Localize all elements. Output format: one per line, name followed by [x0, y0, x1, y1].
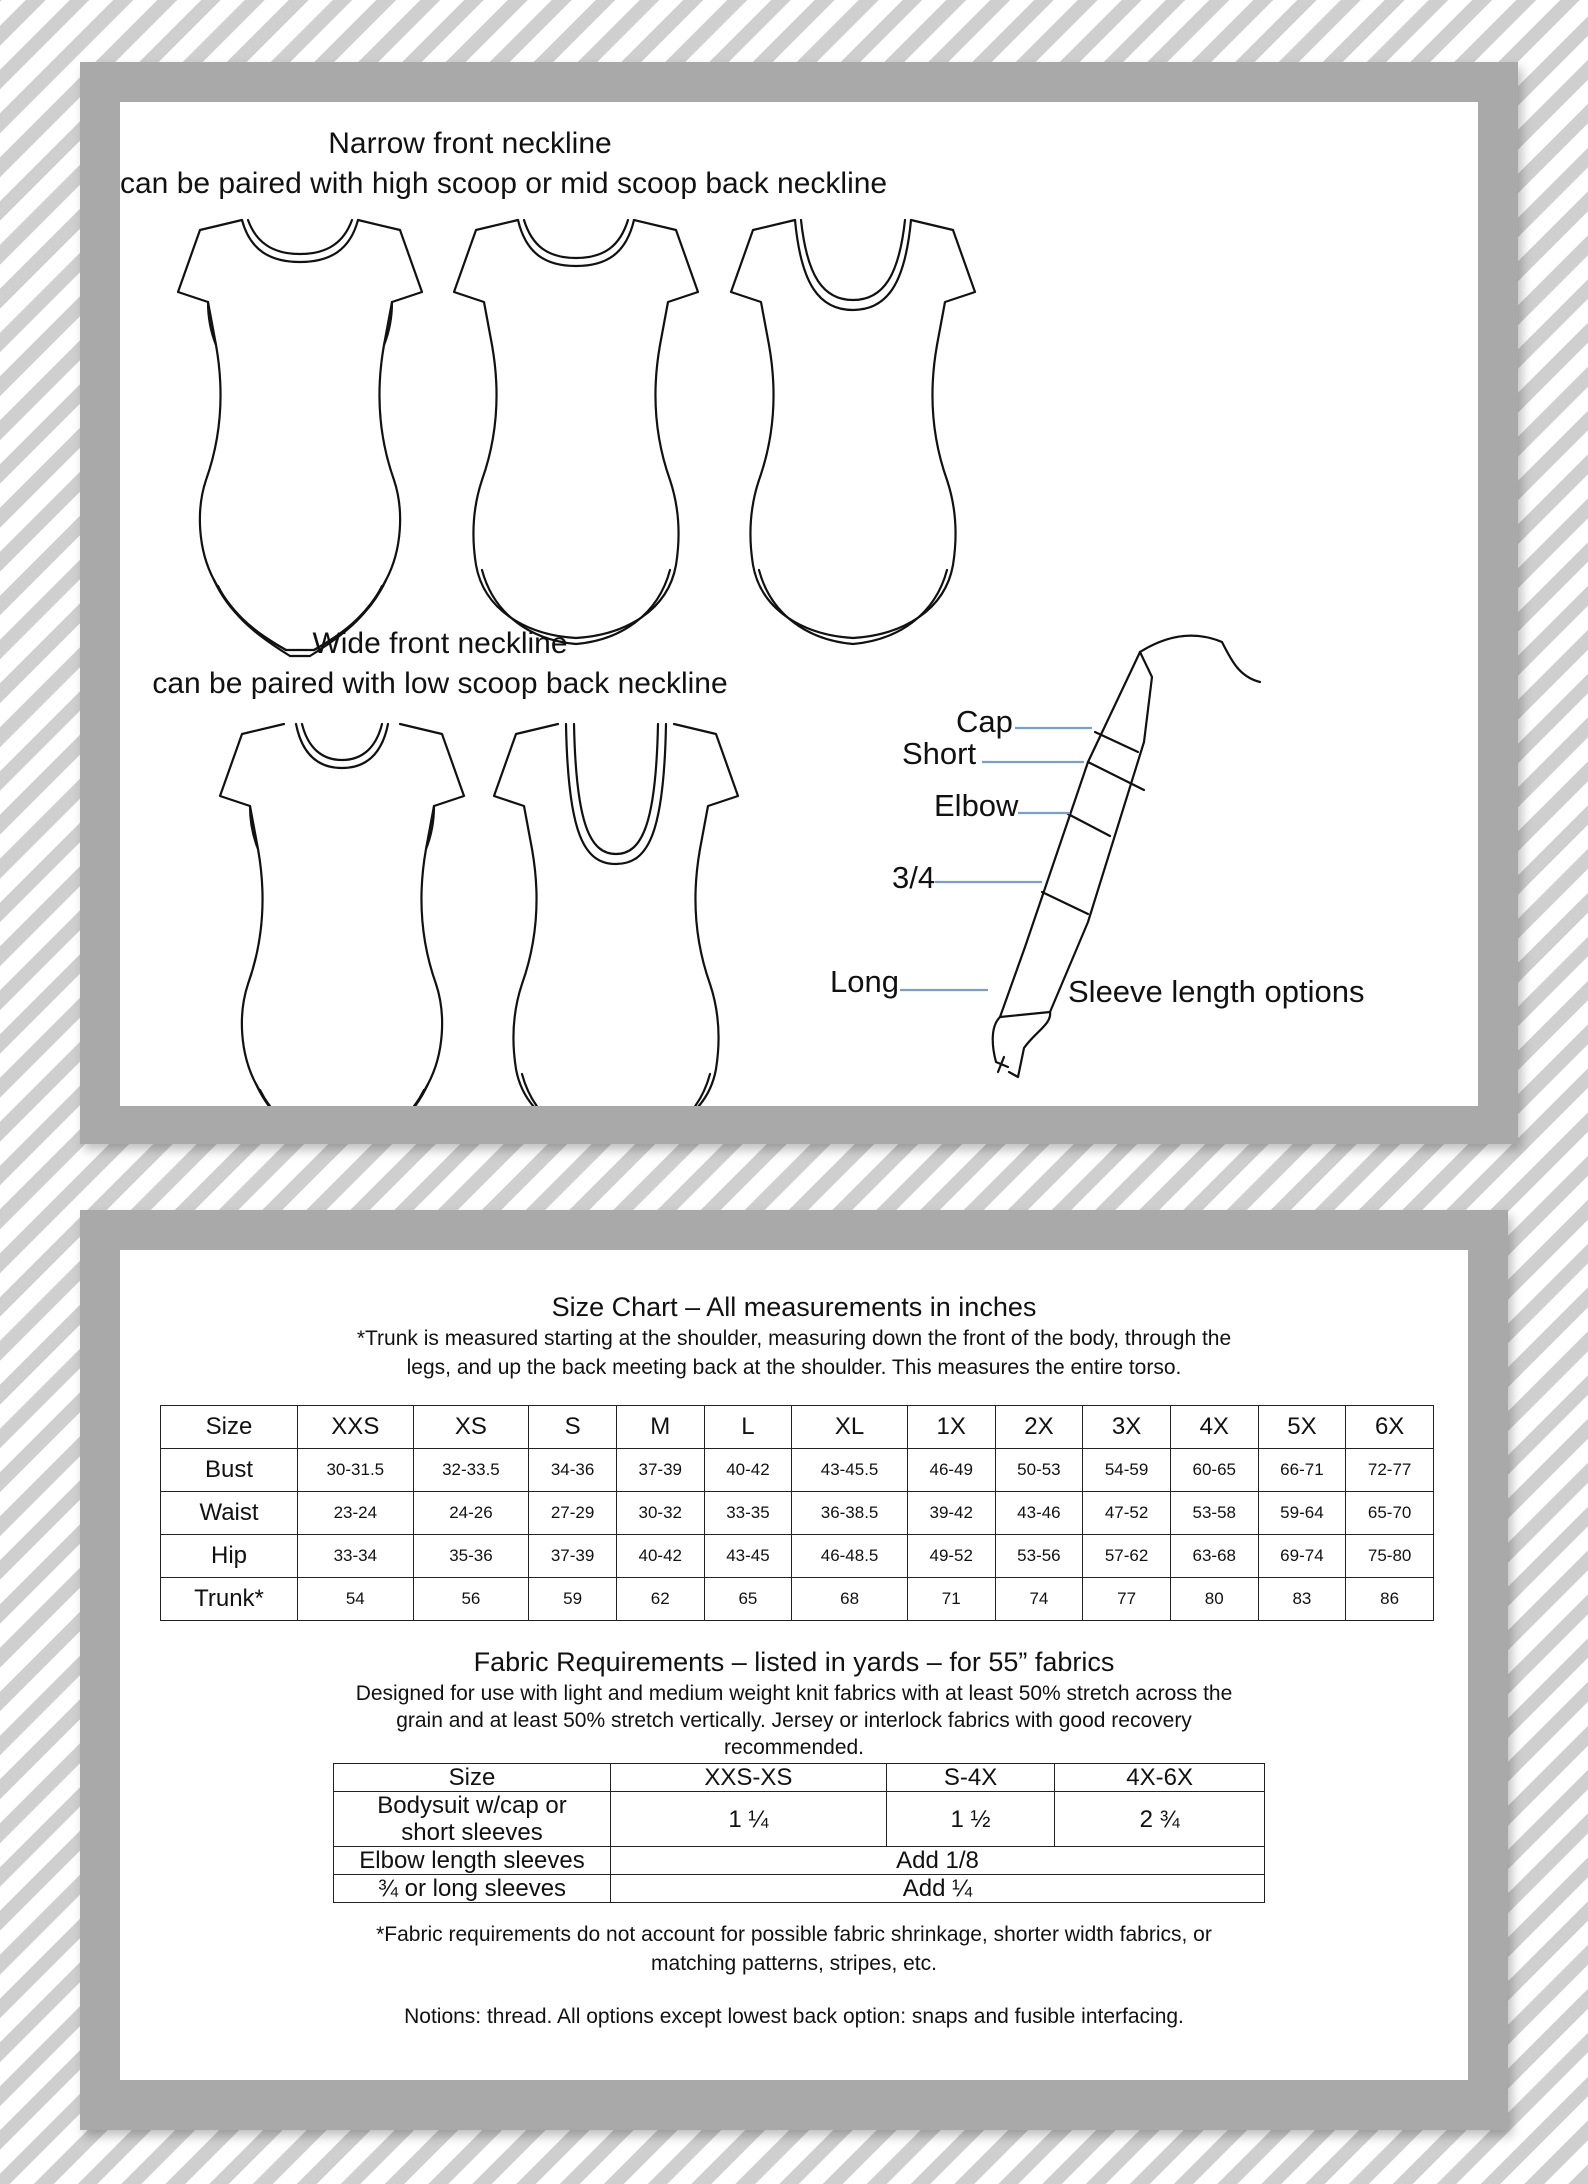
- cell: 23-24: [298, 1492, 414, 1535]
- fabric-desc-line1: Designed for use with light and medium weight knit fabrics with at least 50% stretch across the: [355, 1682, 1233, 1705]
- trunk-note-line2: legs, and up the back meeting back at the shoulder. This measures the entire torso.: [406, 1356, 1182, 1379]
- narrow-neckline-title: Narrow front neckline: [328, 127, 612, 160]
- cell: 37-39: [529, 1535, 617, 1578]
- fabric-footnote-line2: matching patterns, stripes, etc.: [651, 1952, 937, 1975]
- cell: 74: [995, 1578, 1083, 1621]
- bodysuit-label: [334, 1792, 611, 1847]
- long-sleeves-label: ¾ or long sleeves: [334, 1875, 611, 1903]
- cell: 1 ½: [886, 1792, 1054, 1847]
- fabric-desc-line3: recommended.: [723, 1736, 865, 1759]
- header-cell: 6X: [1346, 1406, 1434, 1449]
- cell: 47-52: [1083, 1492, 1171, 1535]
- sleeve-short-label: Short: [902, 736, 977, 771]
- header-cell: 5X: [1258, 1406, 1346, 1449]
- sleeve-three-quarter-label: 3/4: [892, 860, 936, 895]
- cell: 1 ¼: [611, 1792, 887, 1847]
- size-table: [160, 1405, 1434, 1621]
- fabric-title: Fabric Requirements – listed in yards – for 55” fabrics: [473, 1647, 1115, 1677]
- cell: 69-74: [1258, 1535, 1346, 1578]
- cell: 40-42: [616, 1535, 704, 1578]
- header-cell: L: [704, 1406, 792, 1449]
- cell: 2 ¾: [1055, 1792, 1265, 1847]
- cell: 63-68: [1170, 1535, 1258, 1578]
- table-row: [161, 1535, 1434, 1578]
- fabric-table: [333, 1763, 1265, 1903]
- cell: 54-59: [1083, 1449, 1171, 1492]
- header-cell: 2X: [995, 1406, 1083, 1449]
- table-row: [334, 1875, 1265, 1903]
- cell: 57-62: [1083, 1535, 1171, 1578]
- cell: 27-29: [529, 1492, 617, 1535]
- elbow-sleeves-label: Elbow length sleeves: [334, 1847, 611, 1875]
- wide-neckline-title: Wide front neckline: [312, 627, 568, 660]
- notions-text: Notions: thread. All options except lowest back option: snaps and fusible interfacing.: [404, 2005, 1184, 2028]
- neckline-panel: [120, 102, 1478, 1106]
- low-scoop-back-bodysuit: [494, 724, 738, 1106]
- cell: 75-80: [1346, 1535, 1434, 1578]
- cell: 77: [1083, 1578, 1171, 1621]
- header-cell: 3X: [1083, 1406, 1171, 1449]
- cell: 43-45.5: [792, 1449, 908, 1492]
- bodysuit-label-line2: short sleeves: [401, 1819, 543, 1846]
- cell: 50-53: [995, 1449, 1083, 1492]
- neckline-card: [80, 62, 1518, 1144]
- table-row: [334, 1847, 1265, 1875]
- size-chart-card: [80, 1210, 1508, 2130]
- cell: 32-33.5: [413, 1449, 529, 1492]
- cell: 43-46: [995, 1492, 1083, 1535]
- cell: 39-42: [907, 1492, 995, 1535]
- header-cell: 4X-6X: [1055, 1764, 1265, 1792]
- table-row: [161, 1449, 1434, 1492]
- cell: 53-56: [995, 1535, 1083, 1578]
- cell: 46-49: [907, 1449, 995, 1492]
- size-chart-panel: [120, 1250, 1468, 2080]
- row-label-hip: Hip: [161, 1535, 298, 1578]
- cell: 62: [616, 1578, 704, 1621]
- trunk-note-line1: *Trunk is measured starting at the shoulder, measuring down the front of the body, through the: [356, 1327, 1232, 1350]
- sleeve-cap-label: Cap: [956, 704, 1013, 739]
- fabric-table-header: [334, 1764, 1265, 1792]
- row-label-waist: Waist: [161, 1492, 298, 1535]
- wide-front-bodysuit: [220, 724, 464, 1106]
- header-cell: 4X: [1170, 1406, 1258, 1449]
- table-row: [161, 1578, 1434, 1621]
- header-cell: S: [529, 1406, 617, 1449]
- cell: Add 1/8: [611, 1847, 1265, 1875]
- cell: 43-45: [704, 1535, 792, 1578]
- bodysuit-label-line1: Bodysuit w/cap or: [377, 1792, 567, 1819]
- cell: 65: [704, 1578, 792, 1621]
- wide-neckline-subtitle: can be paired with low scoop back neckline: [152, 667, 728, 700]
- cell: 40-42: [704, 1449, 792, 1492]
- header-cell: XS: [413, 1406, 529, 1449]
- arm-diagram: [900, 636, 1260, 1077]
- header-cell: M: [616, 1406, 704, 1449]
- sleeve-long-label: Long: [830, 964, 899, 999]
- cell: 35-36: [413, 1535, 529, 1578]
- cell: 65-70: [1346, 1492, 1434, 1535]
- cell: 24-26: [413, 1492, 529, 1535]
- header-cell: XXS: [298, 1406, 414, 1449]
- cell: 30-31.5: [298, 1449, 414, 1492]
- header-cell: XL: [792, 1406, 908, 1449]
- header-cell: Size: [161, 1406, 298, 1449]
- fabric-footnote-line1: *Fabric requirements do not account for possible fabric shrinkage, shorter width fabrics, or: [376, 1923, 1212, 1946]
- size-chart-title: Size Chart – All measurements in inches: [551, 1292, 1037, 1322]
- cell: 33-35: [704, 1492, 792, 1535]
- cell: Add ¼: [611, 1875, 1265, 1903]
- sleeve-options-caption: Sleeve length options: [1068, 974, 1365, 1009]
- header-cell: S-4X: [886, 1764, 1054, 1792]
- cell: 60-65: [1170, 1449, 1258, 1492]
- high-scoop-back-bodysuit: [454, 220, 698, 644]
- table-row: [334, 1792, 1265, 1847]
- size-table-header: [161, 1406, 1434, 1449]
- cell: 56: [413, 1578, 529, 1621]
- cell: 36-38.5: [792, 1492, 908, 1535]
- cell: 71: [907, 1578, 995, 1621]
- sleeve-elbow-label: Elbow: [934, 788, 1019, 823]
- cell: 34-36: [529, 1449, 617, 1492]
- cell: 46-48.5: [792, 1535, 908, 1578]
- row-label-trunk: Trunk*: [161, 1578, 298, 1621]
- mid-scoop-back-bodysuit: [731, 220, 975, 644]
- cell: 30-32: [616, 1492, 704, 1535]
- cell: 54: [298, 1578, 414, 1621]
- cell: 68: [792, 1578, 908, 1621]
- cell: 33-34: [298, 1535, 414, 1578]
- header-cell: Size: [334, 1764, 611, 1792]
- cell: 49-52: [907, 1535, 995, 1578]
- cell: 59-64: [1258, 1492, 1346, 1535]
- garment-illustrations: [120, 102, 1478, 1106]
- narrow-neckline-subtitle: can be paired with high scoop or mid scoop back neckline: [120, 167, 888, 200]
- narrow-front-bodysuit: [178, 220, 422, 656]
- table-row: [161, 1492, 1434, 1535]
- cell: 86: [1346, 1578, 1434, 1621]
- cell: 66-71: [1258, 1449, 1346, 1492]
- cell: 83: [1258, 1578, 1346, 1621]
- row-label-bust: Bust: [161, 1449, 298, 1492]
- cell: 37-39: [616, 1449, 704, 1492]
- header-cell: XXS-XS: [611, 1764, 887, 1792]
- header-cell: 1X: [907, 1406, 995, 1449]
- fabric-desc-line2: grain and at least 50% stretch vertically. Jersey or interlock fabrics with good recovery: [396, 1709, 1192, 1732]
- cell: 53-58: [1170, 1492, 1258, 1535]
- cell: 59: [529, 1578, 617, 1621]
- cell: 72-77: [1346, 1449, 1434, 1492]
- cell: 80: [1170, 1578, 1258, 1621]
